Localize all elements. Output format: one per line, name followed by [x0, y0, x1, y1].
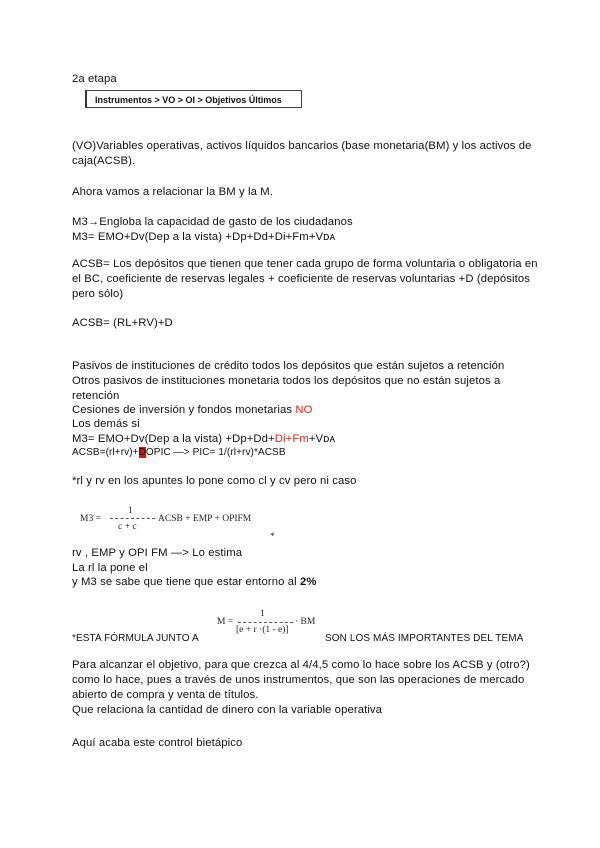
paragraph-line: Ahora vamos a relacionar la BM y la M.: [72, 186, 273, 198]
formula-denominator: [118, 522, 137, 532]
paragraph-line: como lo hace, pues a través de unos instrumentos, que son las operaciones de mercado: [72, 674, 525, 686]
paragraph-line: Para alcanzar el objetivo, para que crezca al 4/4,5 como lo hace sobre los ACSB y (otro?): [72, 659, 530, 671]
paragraph-line: (VO)Variables operativas, activos líquidos bancarios (base monetaria(BM) y los activos de: [72, 140, 532, 152]
paragraph-line: Pasivos de instituciones de crédito todos los depósitos que están sujetos a retención: [72, 360, 505, 372]
text-span: ACSB=(rl+rv)+: [72, 447, 139, 458]
text-span: M3= EMO+Dv(Dep a la vista) +Dp+Dd+: [72, 433, 275, 445]
important-note: SON LOS MÁS IMPORTANTES DEL TEMA: [325, 633, 524, 644]
red-no-text: NO: [295, 404, 313, 416]
text-span: +Vᴅᴀ: [308, 433, 336, 445]
red-highlight-text: Di+Fm: [274, 433, 309, 445]
paragraph-line: caja(ACSB).: [72, 155, 136, 167]
paragraph-line: La rl la pone el: [72, 562, 148, 574]
text-span: c + c: [118, 522, 137, 532]
bold-text: 2%: [299, 576, 317, 588]
paragraph-line: ACSB= Los depósitos que tienen que tener cada grupo de forma voluntaria o obligatoria en: [72, 258, 538, 270]
paragraph-line: retención: [72, 390, 120, 402]
text-span: OPIC —> PIC= 1/(rl+rv)*ACSB: [145, 447, 286, 458]
formula-right: ACSB + EMP + OPIFM: [158, 514, 252, 524]
formula-left: M =: [217, 617, 234, 627]
formula-numerator: 1: [260, 609, 265, 619]
paragraph-line: abierto de compra y venta de títulos.: [72, 689, 259, 701]
fraction-bar: [110, 518, 155, 519]
text-span: Cesiones de inversión y fondos monetarias: [72, 404, 296, 416]
paragraph-line: *rl y rv en los apuntes lo pone como cl y cv pero ni caso: [72, 475, 357, 487]
m3-formula-line: [72, 432, 335, 446]
important-note: *ESTA FÓRMULA JUNTO A: [72, 633, 199, 644]
paragraph-line: Aquí acaba este control bietápico: [72, 737, 243, 749]
paragraph-line: pero sólo): [72, 288, 124, 300]
formula-denominator: [e + r ·(1 - e)]: [236, 625, 289, 635]
instruments-flow-box: Instrumentos > VO > OI > Objetivos Últimos: [85, 90, 302, 108]
paragraph-line: el BC, coeficiente de reservas legales + coeficiente de reservas voluntarias +D (depósitos: [72, 273, 530, 285]
paragraph-line: [72, 575, 317, 589]
paragraph-line: Otros pasivos de instituciones monetaria todos los depósitos que no están sujetos a: [72, 375, 501, 387]
formula-left: M3 =: [80, 514, 101, 524]
m3-formula-line: M3= EMO+Dv(Dep a la vista) +Dp+Dd+Di+Fm+Vᴅᴀ: [72, 231, 336, 243]
paragraph-line: Que relaciona la cantidad de dinero con la variable operativa: [72, 704, 383, 716]
section-heading: 2a etapa: [72, 73, 117, 85]
fraction-bar: [238, 622, 293, 623]
formula-mark: *: [270, 532, 275, 542]
acsb-pic-formula-line: [72, 446, 286, 460]
paragraph-line: Los demás si: [72, 418, 140, 430]
highlighted-text: D: [138, 447, 146, 458]
acsb-formula-line: ACSB= (RL+RV)+D: [72, 317, 173, 329]
paragraph-line: rv , EMP y OPI FM —> Lo estima: [72, 547, 243, 559]
formula-numerator: 1: [128, 506, 133, 516]
paragraph-line: M3→Engloba la capacidad de gasto de los ciudadanos: [72, 216, 353, 228]
text-span: y M3 se sabe que tiene que estar entorno al: [72, 576, 300, 588]
paragraph-line: [72, 403, 313, 417]
formula-right: · BM: [295, 617, 316, 627]
